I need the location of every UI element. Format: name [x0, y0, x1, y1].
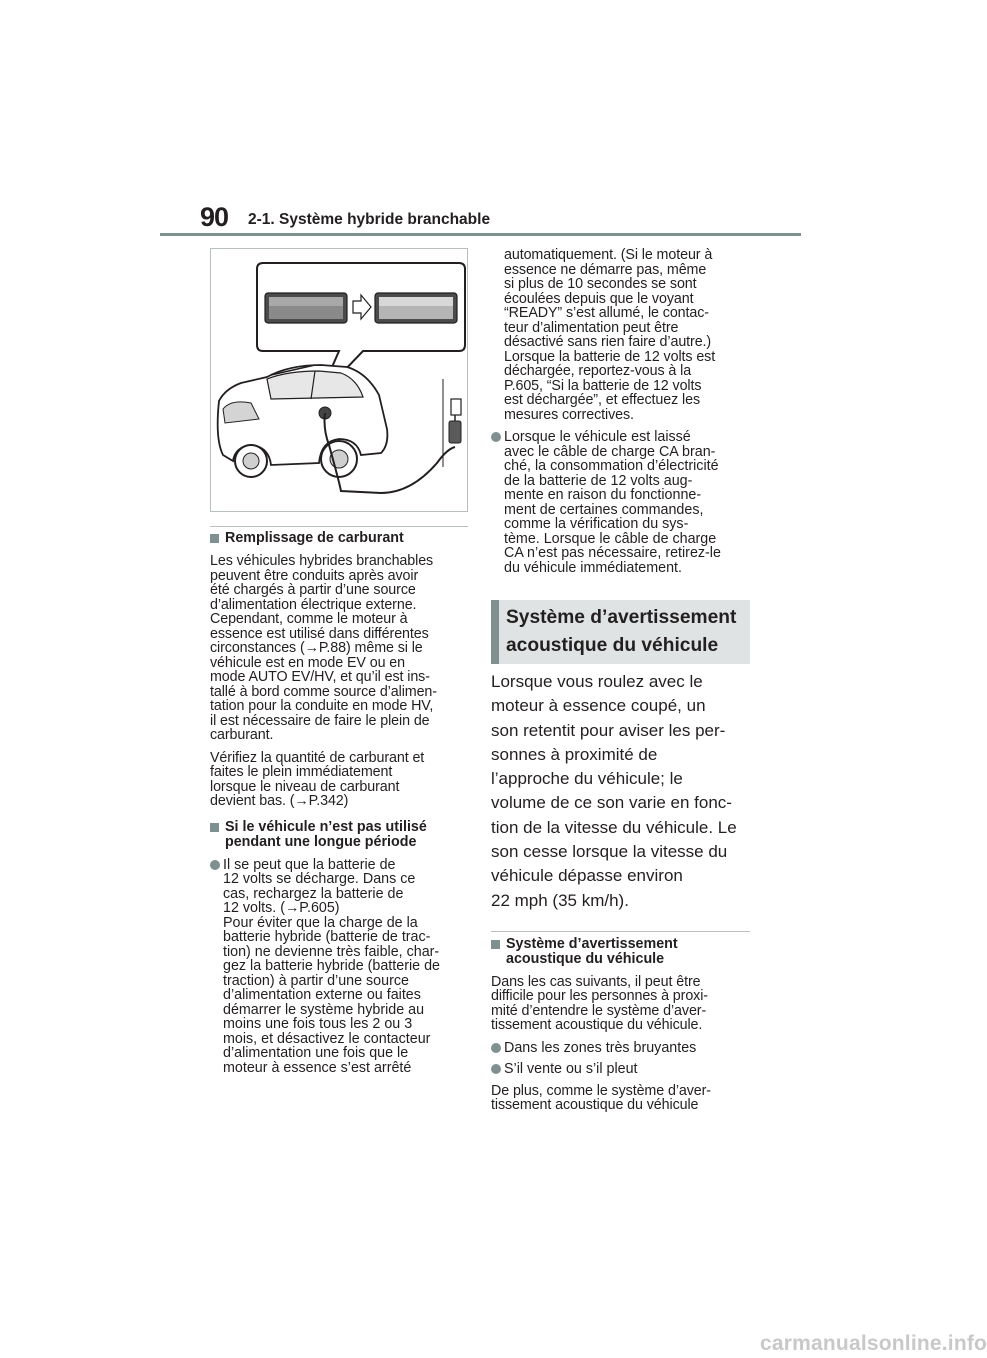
- text-line: du véhicule immédiatement.: [504, 559, 683, 576]
- bullet-text: Dans les zones très bruyantes: [504, 1039, 697, 1056]
- text-line: moins une fois tous les 2 ou 3: [223, 1016, 413, 1032]
- watermark: carmanualsonline.info: [760, 1332, 987, 1355]
- square-bullet-icon: [491, 940, 500, 949]
- text-line: gez la batterie hybride (batterie de: [223, 958, 440, 974]
- text-line: écoulées depuis que le voyant: [504, 290, 694, 307]
- section-heading: [506, 604, 736, 660]
- text-line: son cesse lorsque la vitesse du: [491, 842, 728, 862]
- bullet-text: S’il vente ou s’il pleut: [504, 1061, 638, 1078]
- text-line: tallé à bord comme source d’alimen-: [210, 683, 437, 700]
- text-line: acoustique du véhicule: [506, 635, 719, 656]
- heading-warning-system: [491, 937, 750, 967]
- text-line: d’alimentation électrique externe.: [210, 596, 417, 613]
- bullet-noisy-areas: [491, 1041, 750, 1056]
- text-line: Lorsque vous roulez avec le: [491, 672, 703, 691]
- text-line: est déchargée”, et effectuez les: [504, 392, 701, 408]
- text-line: teur d’alimentation peut être: [504, 319, 679, 336]
- text-line: l’approche du véhicule; le: [491, 769, 683, 789]
- text-line: Lorsque le véhicule est laissé: [504, 429, 691, 445]
- text-line: mois, et désactivez le contacteur: [223, 1030, 431, 1047]
- text-line: faites le plein immédiatement: [210, 764, 393, 780]
- round-bullet-icon: [491, 1064, 501, 1074]
- text-line: Système d’avertissement: [506, 607, 737, 628]
- text-line: automatiquement. (Si le moteur à: [504, 247, 713, 263]
- text-line: CA n’est pas nécessaire, retirez-le: [504, 545, 721, 561]
- text-line: si plus de 10 secondes se sont: [504, 276, 697, 292]
- text-line: essence ne démarre pas, même: [504, 261, 707, 278]
- text-line: son retentit pour aviser les per-: [491, 720, 726, 740]
- text-line: Dans les cas suivants, il peut être: [491, 973, 701, 990]
- paragraph-fuel-level: [210, 751, 468, 809]
- text-line: moteur à essence s’est arrêté: [223, 1059, 412, 1076]
- text-line: Il se peut que la batterie de: [223, 856, 396, 873]
- text-line: batterie hybride (batterie de trac-: [223, 929, 431, 945]
- text-line: cas, rechargez la batterie de: [223, 885, 404, 902]
- text-line: tation pour la conduite en mode HV,: [210, 698, 434, 714]
- text-line: ché, la consommation d’électricité: [504, 458, 719, 474]
- bullet-wind-rain: [491, 1062, 750, 1077]
- paragraph-continued: [491, 248, 750, 422]
- text-line: été chargés à partir d’une source: [210, 582, 416, 598]
- paragraph-intro: [491, 670, 750, 913]
- bullet-text: [223, 858, 468, 1076]
- left-column: [210, 248, 468, 1075]
- heading-warning-system-text: [506, 937, 678, 967]
- text-line: mesures correctives.: [504, 406, 634, 423]
- bullet-battery-discharge: [210, 858, 468, 1076]
- text-line: sonnes à proximité de: [491, 744, 658, 764]
- text-line: d’alimentation externe ou faites: [223, 987, 421, 1003]
- text-line: Si le véhicule n’est pas utilisé: [225, 818, 427, 835]
- text-line: tissement acoustique du véhicule: [491, 1097, 699, 1114]
- heading-fuel: [210, 531, 468, 546]
- page-number: 90: [200, 202, 229, 232]
- square-bullet-icon: [210, 823, 219, 832]
- text-line: mente en raison du fonctionne-: [504, 487, 702, 503]
- text-line: déchargée, reportez-vous à la: [504, 363, 692, 379]
- text-line: peuvent être conduits après avoir: [210, 567, 419, 584]
- text-line: 22 mph (35 km/h).: [491, 890, 629, 910]
- text-line: Pour éviter que la charge de la: [223, 914, 418, 931]
- car-charging-drawing: [211, 249, 467, 511]
- text-line: il est nécessaire de faire le plein de: [210, 712, 430, 729]
- paragraph-moreover: [491, 1084, 750, 1113]
- heading-long-period-text: [225, 820, 427, 850]
- round-bullet-icon: [491, 1043, 501, 1053]
- text-line: de la batterie de 12 volts aug-: [504, 472, 693, 489]
- text-line: “READY” s’est allumé, le contac-: [504, 305, 709, 321]
- text-line: comme la vérification du sys-: [504, 516, 689, 532]
- text-line: avec le câble de charge CA bran-: [504, 443, 716, 460]
- paragraph-fuel: [210, 554, 468, 743]
- text-line: Cependant, comme le moteur à: [210, 611, 408, 627]
- text-line: tion de la vitesse du véhicule. Le: [491, 817, 737, 837]
- text-line: Vérifiez la quantité de carburant et: [210, 749, 425, 766]
- text-line: De plus, comme le système d’aver-: [491, 1082, 711, 1099]
- text-line: démarrer le système hybride au: [223, 1001, 425, 1018]
- text-line: désactivé sans rien faire d’autre.): [504, 334, 712, 350]
- text-line: ment de certaines commandes,: [504, 501, 704, 518]
- text-line: tème. Lorsque le câble de charge: [504, 530, 717, 547]
- text-line: lorsque le niveau de carburant: [210, 778, 400, 795]
- round-bullet-icon: [491, 432, 501, 442]
- square-bullet-icon: [210, 534, 219, 543]
- text-line: difficile pour les personnes à proxi-: [491, 988, 708, 1005]
- text-line: véhicule est en mode EV ou en: [210, 654, 406, 671]
- text-line: mité d’entendre le système d’aver-: [491, 1002, 707, 1019]
- text-line: essence est utilisé dans différentes: [210, 625, 429, 642]
- heading-fuel-text: Remplissage de carburant: [225, 530, 404, 546]
- text-line: traction) à partir d’une source: [223, 972, 409, 989]
- text-line: devient bas. (→P.342): [210, 793, 349, 809]
- right-column: [491, 248, 750, 1113]
- text-line: Lorsque la batterie de 12 volts est: [504, 348, 716, 365]
- section-title: 2-1. Système hybride branchable: [248, 211, 491, 228]
- bullet-text: [504, 430, 750, 575]
- header-rule: [160, 233, 801, 236]
- bullet-ac-cable: [491, 430, 750, 575]
- text-line: moteur à essence coupé, un: [491, 696, 706, 716]
- text-line: Les véhicules hybrides branchables: [210, 553, 434, 569]
- car-charging-illustration: [210, 248, 468, 512]
- text-line: pendant une longue période: [225, 833, 417, 850]
- text-line: d’alimentation une fois que le: [223, 1045, 409, 1061]
- text-line: mode AUTO EV/HV, et qu’il est ins-: [210, 669, 430, 685]
- text-line: tion) ne devienne très faible, char-: [223, 943, 440, 960]
- text-line: véhicule dépasse environ: [491, 866, 683, 886]
- section-accent-bar: [491, 600, 499, 664]
- text-line: volume de ce son varie en fonc-: [491, 793, 732, 813]
- text-line: Système d’avertissement: [506, 935, 678, 952]
- text-line: 12 volts. (→P.605): [223, 900, 340, 916]
- text-line: acoustique du véhicule: [506, 950, 665, 967]
- text-line: circonstances (→P.88) même si le: [210, 640, 423, 656]
- text-line: P.605, “Si la batterie de 12 volts: [504, 377, 702, 394]
- text-line: tissement acoustique du véhicule.: [491, 1017, 703, 1034]
- text-line: carburant.: [210, 727, 274, 743]
- heading-long-period: [210, 820, 468, 850]
- round-bullet-icon: [210, 860, 220, 870]
- paragraph-cases: [491, 975, 750, 1033]
- text-line: 12 volts se décharge. Dans ce: [223, 871, 416, 887]
- section-header-box: [491, 600, 750, 664]
